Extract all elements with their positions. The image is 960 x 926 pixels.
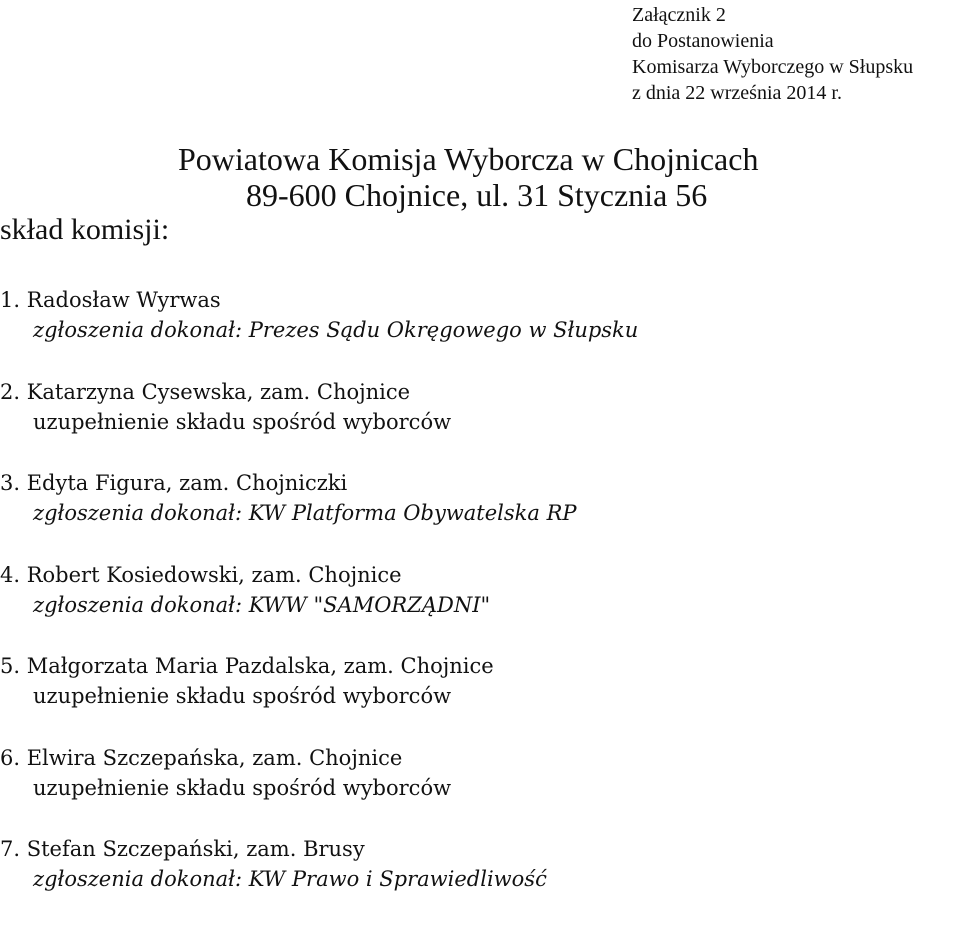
annex-line-date: z dnia 22 września 2014 r.: [632, 82, 842, 104]
annex-line-attachment: Załącznik 2: [632, 4, 726, 26]
composition-label: skład komisji:: [0, 213, 170, 246]
member-nomination: zgłoszenia dokonał: KW Prawo i Sprawiedliwość: [33, 867, 547, 891]
member-name: 1. Radosław Wyrwas: [0, 288, 221, 312]
member-item: [0, 560, 638, 652]
member-item: [0, 285, 638, 377]
member-item: [0, 834, 638, 926]
member-name: 6. Elwira Szczepańska, zam. Chojnice: [0, 745, 403, 770]
annex-note: [632, 2, 913, 106]
member-name: 4. Robert Kosiedowski, zam. Chojnice: [0, 562, 402, 587]
member-list: [0, 285, 638, 926]
member-name: 3. Edyta Figura, zam. Chojniczki: [0, 471, 348, 495]
member-nomination: zgłoszenia dokonał: KW Platforma Obywatelska RP: [33, 501, 577, 525]
commission-title: Powiatowa Komisja Wyborcza w Chojnicach: [178, 141, 759, 177]
member-item: [0, 743, 638, 835]
member-nomination: uzupełnienie składu spośród wyborców: [33, 409, 452, 434]
member-item: [0, 468, 638, 560]
member-nomination: uzupełnienie składu spośród wyborców: [33, 775, 452, 800]
member-item: [0, 651, 638, 743]
member-item: [0, 377, 638, 469]
annex-line-resolution: do Postanowienia: [632, 30, 774, 52]
member-nomination: zgłoszenia dokonał: Prezes Sądu Okręgowego w Słupsku: [33, 318, 639, 342]
member-name: 2. Katarzyna Cysewska, zam. Chojnice: [0, 379, 411, 404]
member-nomination: zgłoszenia dokonał: KWW "SAMORZĄDNI": [33, 592, 491, 617]
commission-address: 89-600 Chojnice, ul. 31 Stycznia 56: [246, 177, 708, 213]
member-nomination: uzupełnienie składu spośród wyborców: [33, 684, 452, 708]
member-name: 7. Stefan Szczepański, zam. Brusy: [0, 837, 365, 861]
member-name: 5. Małgorzata Maria Pazdalska, zam. Chojnice: [0, 654, 494, 678]
annex-line-commissioner: Komisarza Wyborczego w Słupsku: [632, 56, 914, 78]
